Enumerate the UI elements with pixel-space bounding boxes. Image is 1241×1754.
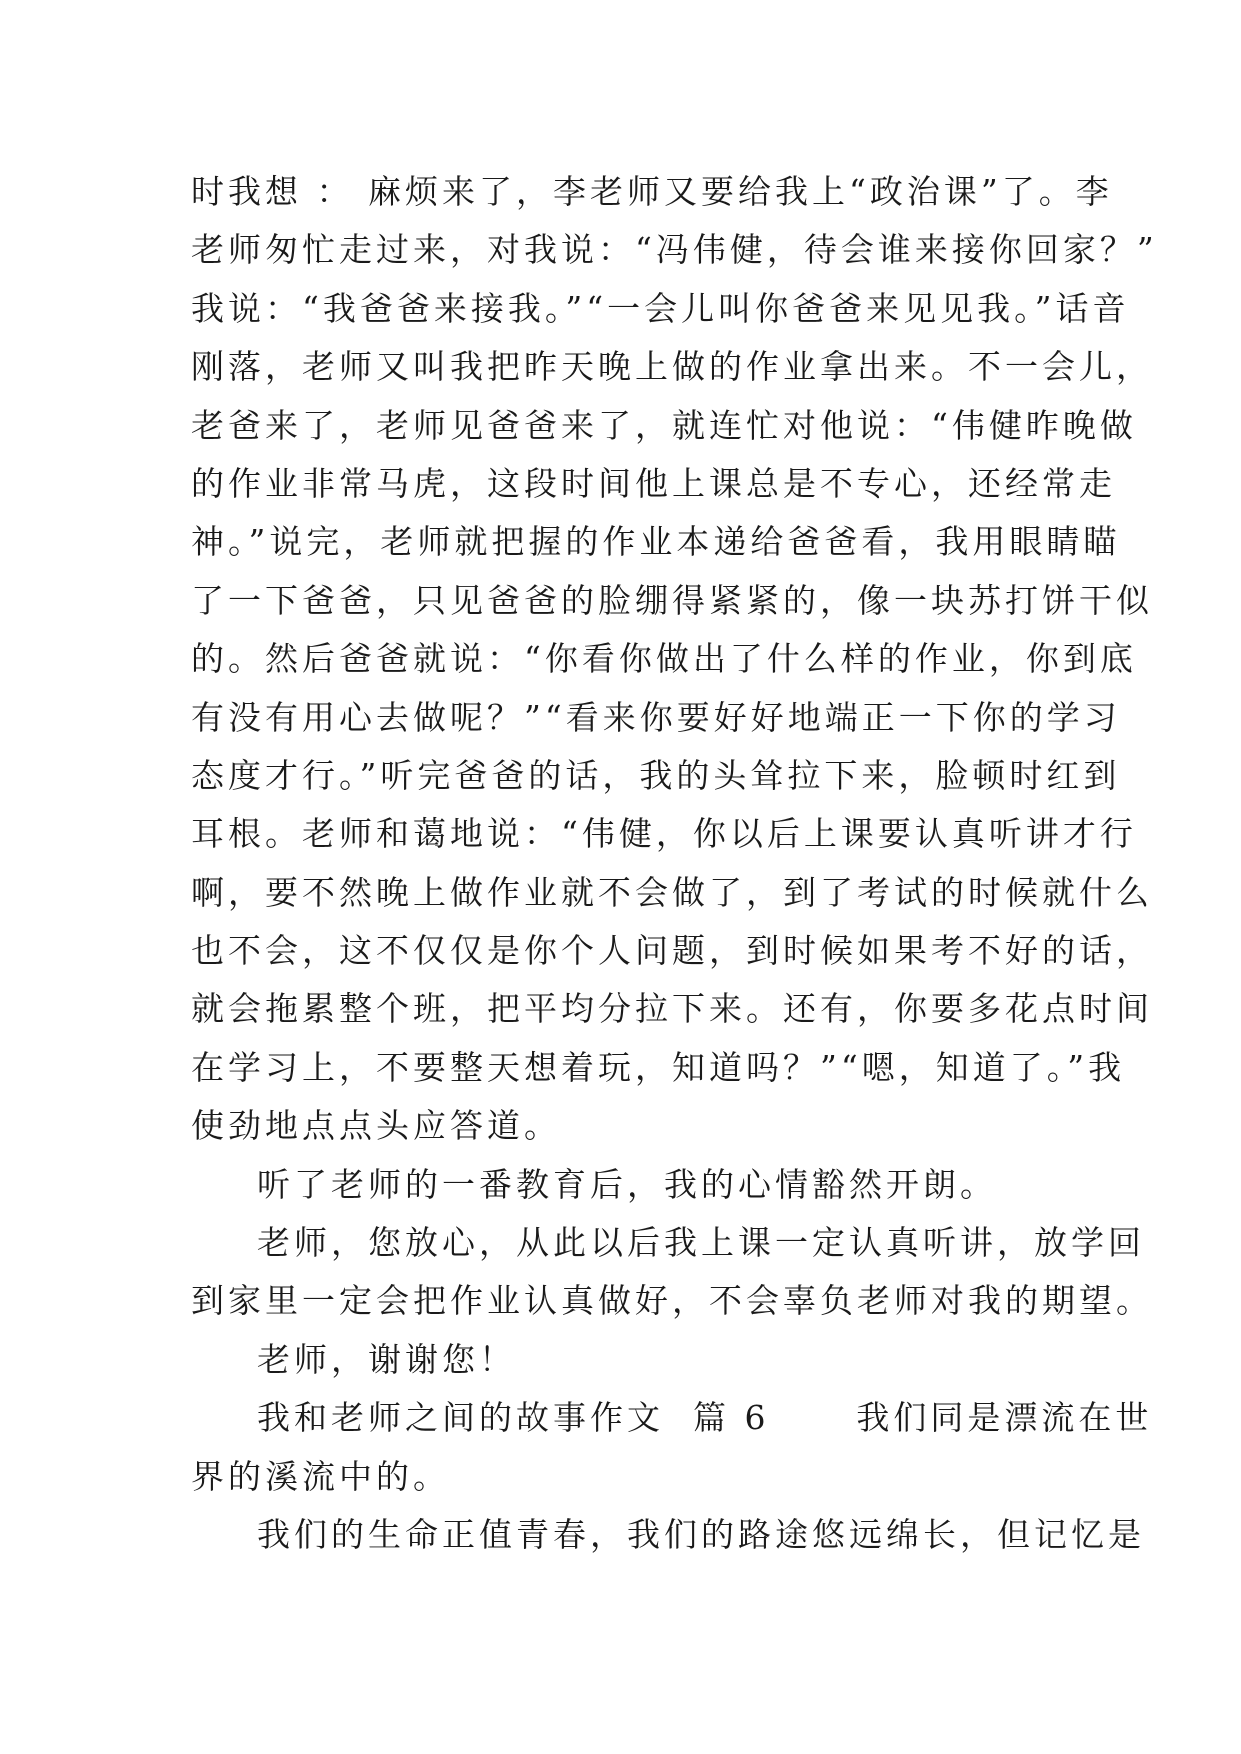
text-line: 态度才行。”听完爸爸的话，我的头耸拉下来，脸顿时红到: [191, 755, 1121, 795]
text-line: 老师匆忙走过来，对我说：“冯伟健，待会谁来接你回家？”: [191, 230, 1158, 270]
text-line: 也不会，这不仅仅是你个人问题，到时候如果考不好的话，: [191, 931, 1153, 971]
paragraph-first-line: 听了老师的一番教育后，我的心情豁然开朗。: [257, 1164, 997, 1204]
section-heading-line: 我和老师之间的故事作文 篇 6 我们同是漂流在世: [257, 1398, 1153, 1438]
text-line: 老爸来了，老师见爸爸来了，就连忙对他说：“伟健昨晚做: [191, 405, 1137, 445]
text-line: 在学习上，不要整天想着玩，知道吗？”“嗯，知道了。”我: [191, 1047, 1126, 1087]
text-line: 时我想 ： 麻烦来了，李老师又要给我上“政治课”了。李: [191, 172, 1113, 211]
paragraph-first-line: 我们的生命正值青春，我们的路途悠远绵长，但记忆是: [257, 1514, 1145, 1554]
text-line: 的。然后爸爸就说：“你看你做出了什么样的作业，你到底: [191, 639, 1137, 679]
text-line: 神。”说完，老师就把握的作业本递给爸爸看，我用眼睛瞄: [191, 522, 1121, 562]
text-line: 的作业非常马虎，这段时间他上课总是不专心，还经常走: [191, 463, 1116, 503]
text-line: 界的溪流中的。: [191, 1456, 450, 1496]
text-line: 我说：“我爸爸来接我。”“一会儿叫你爸爸来见见我。”话音: [191, 288, 1130, 328]
text-line: 啊，要不然晚上做作业就不会做了，到了考试的时候就什么: [191, 872, 1153, 912]
essay-text: [191, 163, 1158, 1564]
text-line: 使劲地点点头应答道。: [191, 1106, 561, 1146]
paragraph-first-line: 老师，您放心，从此以后我上课一定认真听讲，放学回: [257, 1223, 1145, 1263]
text-line: 了一下爸爸，只见爸爸的脸绷得紧紧的，像一块苏打饼干似: [191, 580, 1153, 620]
text-line: 耳根。老师和蔼地说：“伟健，你以后上课要认真听讲才行: [191, 814, 1137, 854]
paragraph-first-line: 老师，谢谢您！: [257, 1339, 516, 1379]
text-line: 就会拖累整个班，把平均分拉下来。还有，你要多花点时间: [191, 989, 1153, 1029]
text-line: 到家里一定会把作业认真做好，不会辜负老师对我的期望。: [191, 1281, 1153, 1321]
text-line: 刚落，老师又叫我把昨天晚上做的作业拿出来。不一会儿，: [191, 347, 1153, 387]
text-line: 有没有用心去做呢？”“看来你要好好地端正一下你的学习: [191, 697, 1121, 737]
